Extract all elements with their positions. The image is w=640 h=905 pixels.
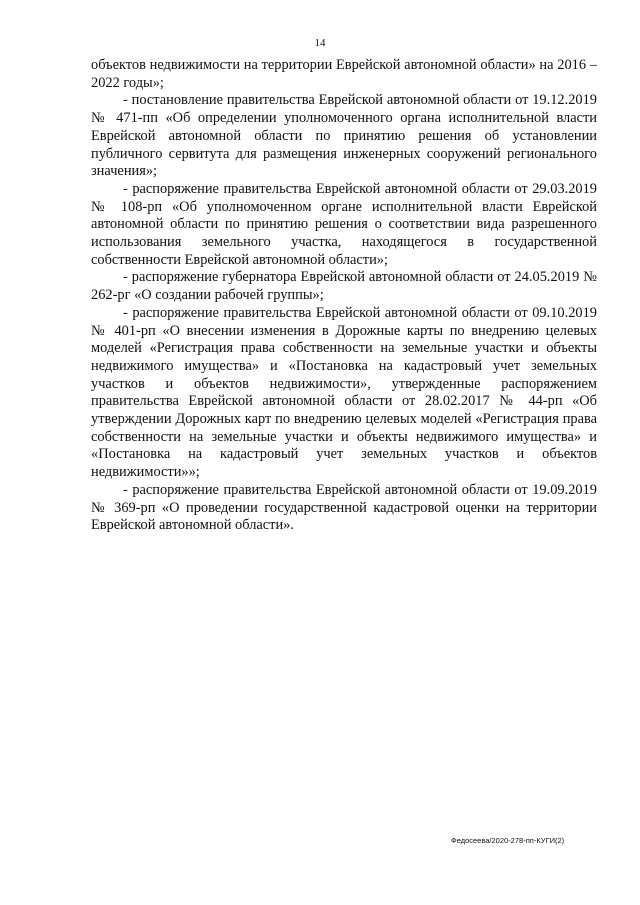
paragraph-continuation: объектов недвижимости на территории Еврейской автономной области» на 2016 – 2022 годы»;	[91, 57, 597, 91]
paragraph-resolution-471-pp: - постановление правительства Еврейской автономной области от 19.12.2019 № 471-пп «Об определении уполномоченного органа исполнительной власти Еврейской автономной области по принятию решения об установлении публичного сервитута для размещения инженерных сооружений регионального значения»;	[91, 92, 597, 180]
page-number: 14	[314, 37, 326, 49]
paragraph-order-262-rg: - распоряжение губернатора Еврейской автономной области от 24.05.2019 № 262-рг «О создании рабочей группы»;	[91, 269, 597, 304]
paragraph-order-401-rp: - распоряжение правительства Еврейской автономной области от 09.10.2019 № 401-рп «О внесении изменения в Дорожные карты по внедрению целевых моделей «Регистрация права собственности на земельные участки и объекты недвижимого имущества» и «Постановка на кадастровый учет земельных участков и объектов недвижимости», утвержденные распоряжением правительства Еврейской автономной области от 28.02.2017 № 44-рп «Об утверждении Дорожных карт по внедрению целевых моделей «Регистрация права собственности на земельные участки и объекты недвижимого имущества» и «Постановка на кадастровый учет земельных участков и объектов недвижимости»»;	[91, 304, 597, 481]
footer-author-mark: Федосеева/2020-278-пп-КУГИ(2)	[451, 836, 565, 845]
paragraph-order-108-rp: - распоряжение правительства Еврейской автономной области от 29.03.2019 № 108-рп «Об уполномоченном органе исполнительной власти Еврейской автономной области по принятию решения о соответствии вида разрешенного использования земельного участка, находящегося в государственной собственности Еврейской автономной области»;	[91, 180, 597, 268]
document-body	[91, 57, 597, 535]
paragraph-order-369-rp: - распоряжение правительства Еврейской автономной области от 19.09.2019 № 369-рп «О проведении государственной кадастровой оценки на территории Еврейской автономной области».	[91, 481, 597, 534]
